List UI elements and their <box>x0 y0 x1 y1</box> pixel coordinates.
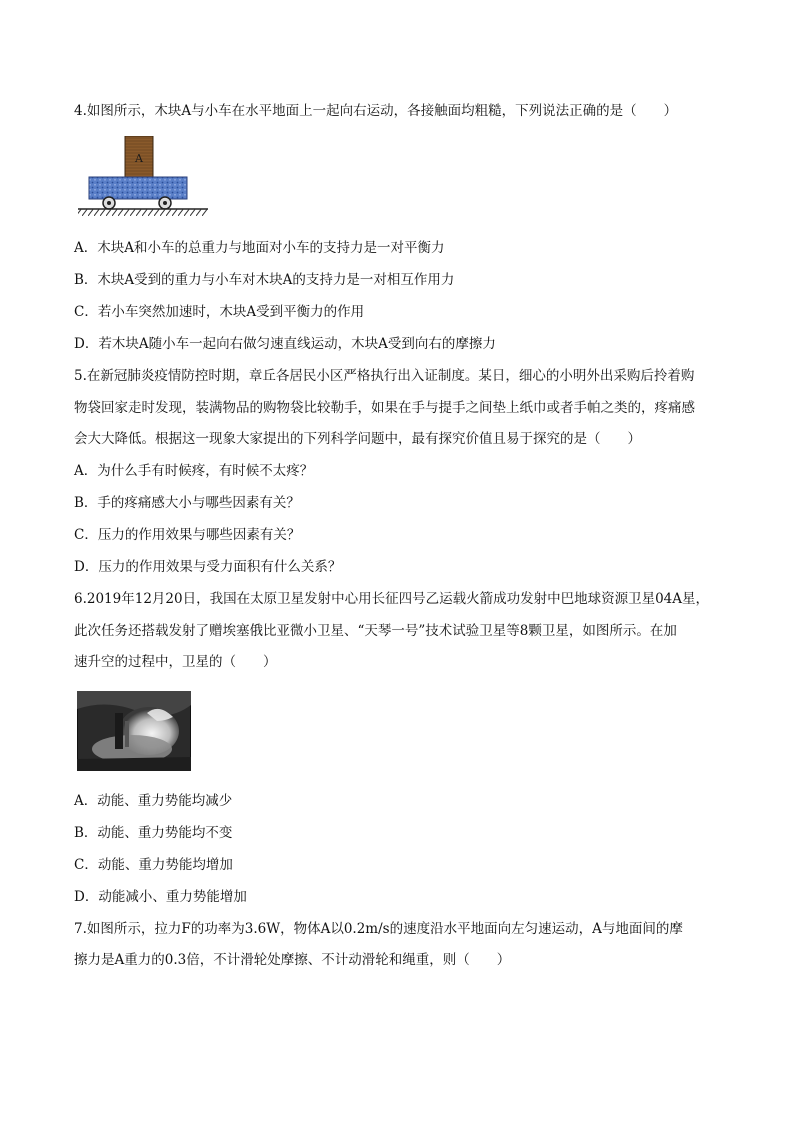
block-on-cart-figure <box>76 136 210 216</box>
q4-stem: 4.如图所示，木块A与小车在水平地面上一起向右运动，各接触面均粗糙，下列说法正确的是（ ） <box>74 103 678 119</box>
q4-option-d: D．若木块A随小车一起向右做匀速直线运动，木块A受到向右的摩擦力 <box>74 336 496 352</box>
q4-option-a: A．木块A和小车的总重力与地面对小车的支持力是一对平衡力 <box>74 240 445 256</box>
rocket-launch-photo <box>77 691 191 771</box>
block-a-label: A <box>135 152 143 165</box>
q5-option-a: A．为什么手有时候疼，有时候不太疼？ <box>74 463 314 479</box>
q5-option-b: B．手的疼痛感大小与哪些因素有关？ <box>74 495 300 511</box>
q7-stem-line-1: 7.如图所示，拉力F的功率为3.6W，物体A以0.2m/s的速度沿水平地面向左匀速运动，A与地面间的摩 <box>74 921 683 937</box>
q4-option-c: C．若小车突然加速时，木块A受到平衡力的作用 <box>74 304 365 320</box>
q5-option-c: C．压力的作用效果与哪些因素有关？ <box>74 527 301 543</box>
q6-option-b: B．动能、重力势能均不变 <box>74 825 233 841</box>
q6-option-d: D．动能减小、重力势能增加 <box>74 889 247 905</box>
q6-option-c: C．动能、重力势能均增加 <box>74 857 233 873</box>
q7-stem-line-2: 擦力是A重力的0.3倍，不计滑轮处摩擦、不计动滑轮和绳重，则（ ） <box>74 952 511 968</box>
q6-stem-line-2: 此次任务还搭载发射了赠埃塞俄比亚微小卫星、“天琴一号”技术试验卫星等8颗卫星，如图所示。在加 <box>74 623 677 639</box>
q6-stem-line-1: 6.2019年12月20日，我国在太原卫星发射中心用长征四号乙运载火箭成功发射中巴地球资源卫星04A星， <box>74 591 710 607</box>
q5-stem-line-3: 会大大降低。根据这一现象大家提出的下列科学问题中，最有探究价值且易于探究的是（ ） <box>74 431 641 447</box>
q4-option-b: B．木块A受到的重力与小车对木块A的支持力是一对相互作用力 <box>74 272 455 288</box>
q5-stem-line-1: 5.在新冠肺炎疫情防控时期，章丘各居民小区严格执行出入证制度。某日，细心的小明外出采购后拎着购 <box>74 368 695 384</box>
q6-stem-line-3: 速升空的过程中，卫星的（ ） <box>74 654 277 670</box>
q5-option-d: D．压力的作用效果与受力面积有什么关系？ <box>74 559 342 575</box>
q5-stem-line-2: 物袋回家走时发现，装满物品的购物袋比较勒手，如果在手与提手之间垫上纸巾或者手帕之类的，疼痛感 <box>74 400 695 416</box>
q6-option-a: A．动能、重力势能均减少 <box>74 793 233 809</box>
